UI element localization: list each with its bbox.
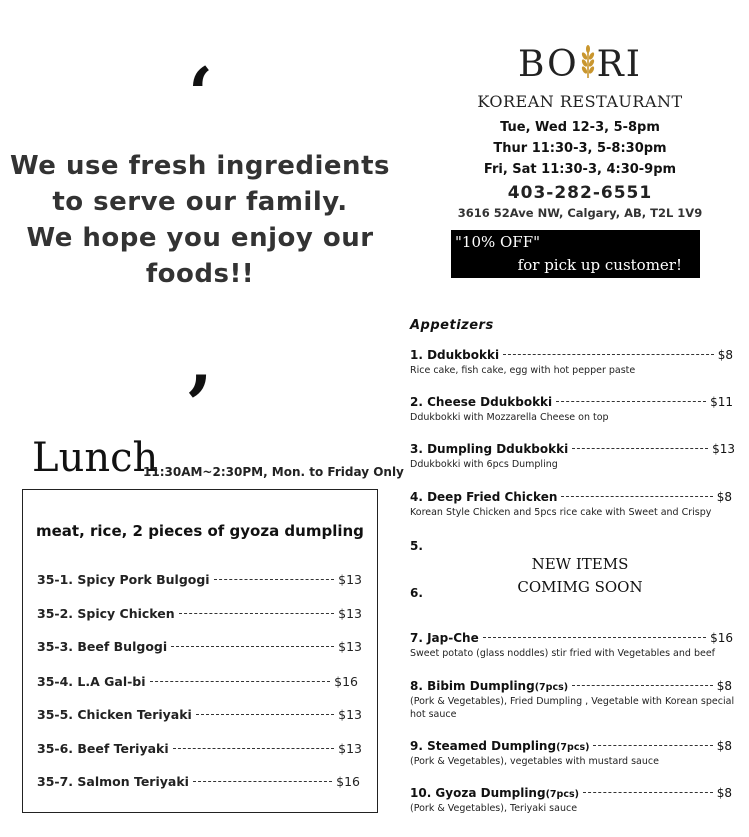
lunch-item-price: $16 — [334, 674, 358, 689]
lunch-item-price: $13 — [338, 606, 362, 621]
appetizer-price: $16 — [710, 631, 733, 645]
dotted-leader — [196, 714, 334, 715]
appetizer-description: Rice cake, fish cake, egg with hot pepper paste — [410, 365, 636, 376]
lunch-item-price: $16 — [336, 774, 360, 789]
dotted-leader — [572, 685, 713, 686]
appetizer-description: (Pork & Vegetables), Fried Dumpling , Vegetable with Korean special hot sauce — [410, 696, 735, 720]
dotted-leader — [193, 781, 332, 782]
lunch-item-name: 35-2. Spicy Chicken — [37, 606, 175, 621]
lunch-item — [37, 572, 362, 590]
appetizer-name: 1. Ddukbokki — [410, 348, 500, 362]
appetizer-description: Ddukbokki with Mozzarella Cheese on top — [410, 412, 609, 423]
dotted-leader — [179, 613, 334, 614]
appetizer-item — [410, 679, 732, 695]
tagline — [10, 148, 390, 292]
lunch-item — [37, 674, 358, 692]
lunch-item — [37, 639, 362, 657]
hours-line: Tue, Wed 12-3, 5-8pm — [500, 120, 660, 135]
lunch-hours: 11:30AM~2:30PM, Mon. to Friday Only — [143, 465, 404, 479]
new-items-notice — [500, 553, 660, 599]
appetizer-description: Sweet potato (glass noddles) stir fried with Vegetables and beef — [410, 648, 716, 659]
tagline-line: foods!! — [145, 259, 255, 289]
appetizer-name — [410, 739, 589, 753]
lunch-item-name: 35-7. Salmon Teriyaki — [37, 774, 189, 789]
dotted-leader — [572, 448, 708, 449]
appetizer-pieces: (7pcs) — [534, 682, 569, 693]
appetizer-item — [410, 442, 735, 458]
dotted-leader — [173, 748, 335, 749]
appetizer-placeholder-5: 5. — [410, 539, 423, 553]
appetizer-name: 7. Jap-Che — [410, 631, 479, 645]
lunch-item — [37, 606, 362, 624]
appetizers-heading: Appetizers — [410, 318, 494, 333]
appetizer-pieces: (7pcs) — [556, 742, 590, 753]
lunch-item — [37, 774, 360, 792]
tagline-line: We hope you enjoy our — [26, 223, 374, 253]
lunch-item — [37, 741, 362, 759]
appetizer-name-text: 8. Bibim Dumpling — [410, 679, 535, 693]
promo-banner — [451, 230, 700, 278]
dotted-leader — [583, 792, 713, 793]
lunch-item-name: 35-1. Spicy Pork Bulgogi — [37, 572, 210, 587]
appetizer-description: Ddukbokki with 6pcs Dumpling — [410, 459, 558, 470]
closing-quote-mark: , — [188, 318, 214, 403]
lunch-item-name: 35-6. Beef Teriyaki — [37, 741, 169, 756]
appetizer-name: 4. Deep Fried Chicken — [410, 490, 558, 504]
appetizer-price: $8 — [716, 490, 732, 504]
lunch-description: meat, rice, 2 pieces of gyoza dumpling — [36, 522, 364, 540]
logo-text-right: RI — [596, 44, 642, 85]
dotted-leader — [593, 745, 712, 746]
dotted-leader — [556, 401, 706, 402]
new-items-line: COMIMG SOON — [517, 578, 643, 596]
restaurant-logo — [480, 44, 680, 83]
restaurant-subtitle: KOREAN RESTAURANT — [477, 92, 683, 111]
hours-line: Thur 11:30-3, 5-8:30pm — [493, 141, 667, 156]
lunch-item-price: $13 — [338, 639, 362, 654]
lunch-item-name: 35-3. Beef Bulgogi — [37, 639, 168, 654]
dotted-leader — [483, 637, 706, 638]
lunch-item-price: $13 — [338, 572, 362, 587]
appetizer-item — [410, 490, 732, 506]
appetizer-item — [410, 631, 733, 647]
appetizer-description: Korean Style Chicken and 5pcs rice cake with Sweet and Crispy — [410, 507, 712, 518]
opening-quote-mark: ‘ — [188, 51, 214, 136]
dotted-leader — [150, 681, 331, 682]
appetizer-name: 2. Cheese Ddukbokki — [410, 395, 553, 409]
lunch-item-price: $13 — [338, 741, 362, 756]
dotted-leader — [171, 646, 334, 647]
promo-condition: for pick up customer! — [517, 256, 682, 274]
appetizer-pieces: (7pcs) — [545, 789, 579, 800]
appetizer-placeholder-6: 6. — [410, 586, 423, 600]
appetizer-price: $13 — [712, 442, 735, 456]
dotted-leader — [214, 579, 335, 580]
wheat-icon — [579, 44, 597, 78]
new-items-line: NEW ITEMS — [531, 555, 629, 573]
appetizer-name-text: 9. Steamed Dumpling — [410, 739, 557, 753]
lunch-item — [37, 707, 362, 725]
appetizer-description: (Pork & Vegetables), Teriyaki sauce — [410, 803, 578, 814]
appetizer-price: $8 — [716, 679, 732, 693]
appetizer-price: $8 — [716, 786, 732, 800]
hours-line: Fri, Sat 11:30-3, 4:30-9pm — [483, 162, 677, 177]
appetizer-price: $8 — [717, 348, 733, 362]
appetizer-price: $11 — [710, 395, 733, 409]
appetizer-name — [410, 786, 579, 800]
logo-text-left: BO — [518, 44, 579, 85]
phone-number: 403-282-6551 — [507, 183, 653, 203]
address: 3616 52Ave NW, Calgary, AB, T2L 1V9 — [457, 206, 703, 220]
tagline-line: We use fresh ingredients — [10, 151, 390, 181]
lunch-item-price: $13 — [338, 707, 362, 722]
appetizer-item — [410, 739, 732, 755]
appetizer-item — [410, 786, 732, 802]
promo-discount: "10% OFF" — [455, 233, 541, 251]
lunch-item-name: 35-4. L.A Gal-bi — [37, 674, 146, 689]
appetizer-description: (Pork & Vegetables), vegetables with mustard sauce — [410, 756, 659, 767]
dotted-leader — [561, 496, 712, 497]
appetizer-name-text: 10. Gyoza Dumpling — [410, 786, 546, 800]
lunch-item-name: 35-5. Chicken Teriyaki — [37, 707, 192, 722]
lunch-title: Lunch — [32, 435, 159, 481]
appetizer-name — [410, 679, 568, 693]
appetizer-price: $8 — [716, 739, 732, 753]
appetizer-name: 3. Dumpling Ddukbokki — [410, 442, 569, 456]
tagline-line: to serve our family. — [52, 187, 348, 217]
appetizer-item — [410, 348, 733, 364]
dotted-leader — [503, 354, 714, 355]
appetizer-item — [410, 395, 733, 411]
